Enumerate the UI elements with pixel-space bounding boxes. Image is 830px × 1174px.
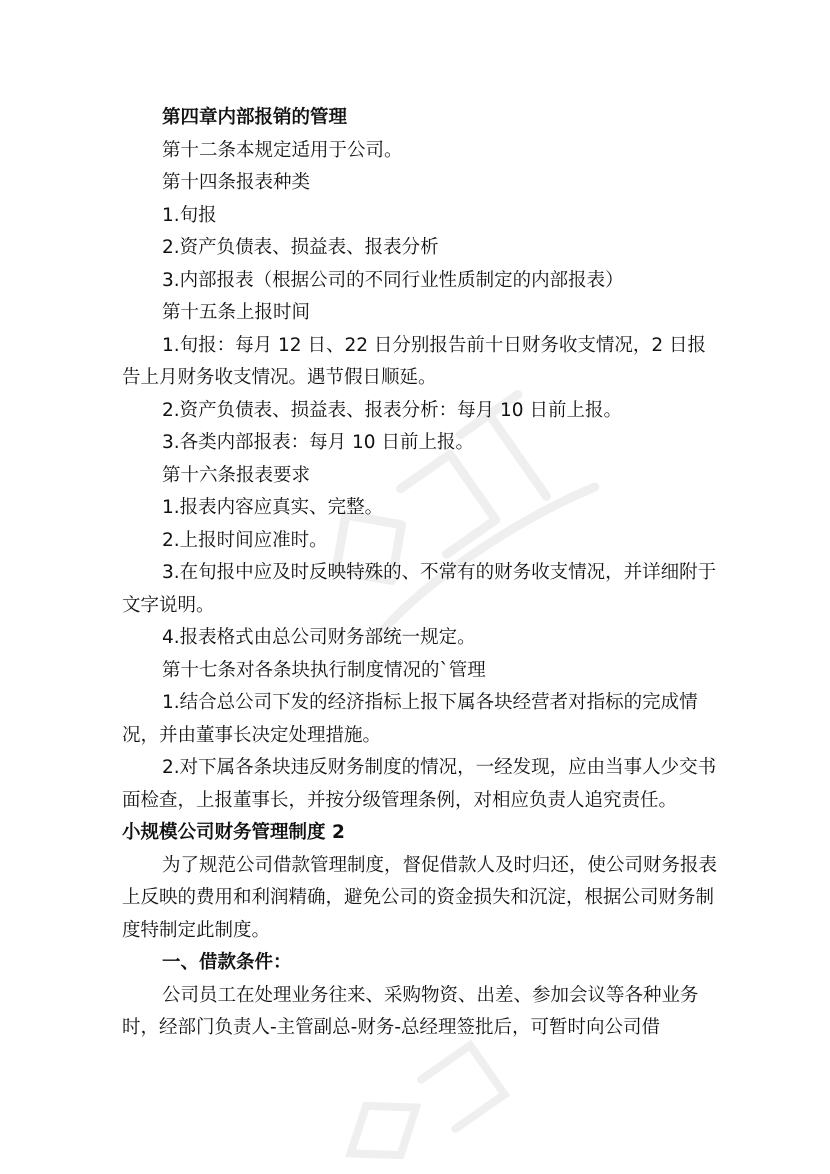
report-type-2: 2.资产负债表、损益表、报表分析	[162, 237, 439, 258]
article-16-heading: 第十六条报表要求	[162, 464, 311, 486]
report-time-1: 1.旬报：每月 12 日、22 日分别报告前十日财务收支情况，2 日报告上月财务收支情况。遇节假日顺延。	[122, 334, 707, 388]
report-requirement-2: 2.上报时间应准时。	[162, 529, 328, 551]
chapter-heading: 第四章内部报销的管理	[162, 107, 348, 128]
loan-conditions-heading: 一、借款条件：	[162, 952, 292, 973]
report-type-3: 3.内部报表（根据公司的不同行业性质制定的内部报表）	[162, 269, 624, 291]
management-item-1: 1.结合总公司下发的经济指标上报下属各块经营者对指标的完成情况，并由董事长决定处理措施。	[122, 692, 698, 746]
report-requirement-4: 4.报表格式由总公司财务部统一规定。	[162, 627, 476, 648]
report-requirement-3: 3.在旬报中应及时反映特殊的、不常有的财务收支情况，并详细附于文字说明。	[122, 562, 717, 616]
intro-paragraph: 为了规范公司借款管理制度，督促借款人及时归还，使公司财务报表上反映的费用和利润精确，避免公司的资金损失和沉淀，根据公司财务制度特制定此制度。	[122, 854, 718, 941]
report-type-1: 1.旬报	[162, 204, 217, 226]
management-item-2: 2.对下属各条块违反财务制度的情况，一经发现，应由当事人少交书面检查，上报董事长，并按分级管理条例，对相应负责人追究责任。	[122, 757, 717, 811]
watermark-graphic-bottom	[280, 1040, 580, 1174]
section-title: 小规模公司财务管理制度 2	[122, 822, 345, 843]
report-requirement-1: 1.报表内容应真实、完整。	[162, 497, 384, 518]
article-17-heading: 第十七条对各条块执行制度情况的`管理	[162, 659, 486, 681]
loan-conditions-text: 公司员工在处理业务往来、采购物资、出差、参加会议等各种业务时，经部门负责人-主管副总-财务-总经理签批后，可暂时向公司借	[122, 984, 699, 1038]
article-14-heading: 第十四条报表种类	[162, 172, 311, 193]
document-body	[122, 102, 718, 1045]
article-12: 第十二条本规定适用于公司。	[162, 139, 403, 161]
report-time-2: 2.资产负债表、损益表、报表分析：每月 10 日前上报。	[162, 399, 622, 421]
report-time-3: 3.各类内部报表：每月 10 日前上报。	[162, 432, 474, 453]
article-15-heading: 第十五条上报时间	[162, 302, 311, 323]
